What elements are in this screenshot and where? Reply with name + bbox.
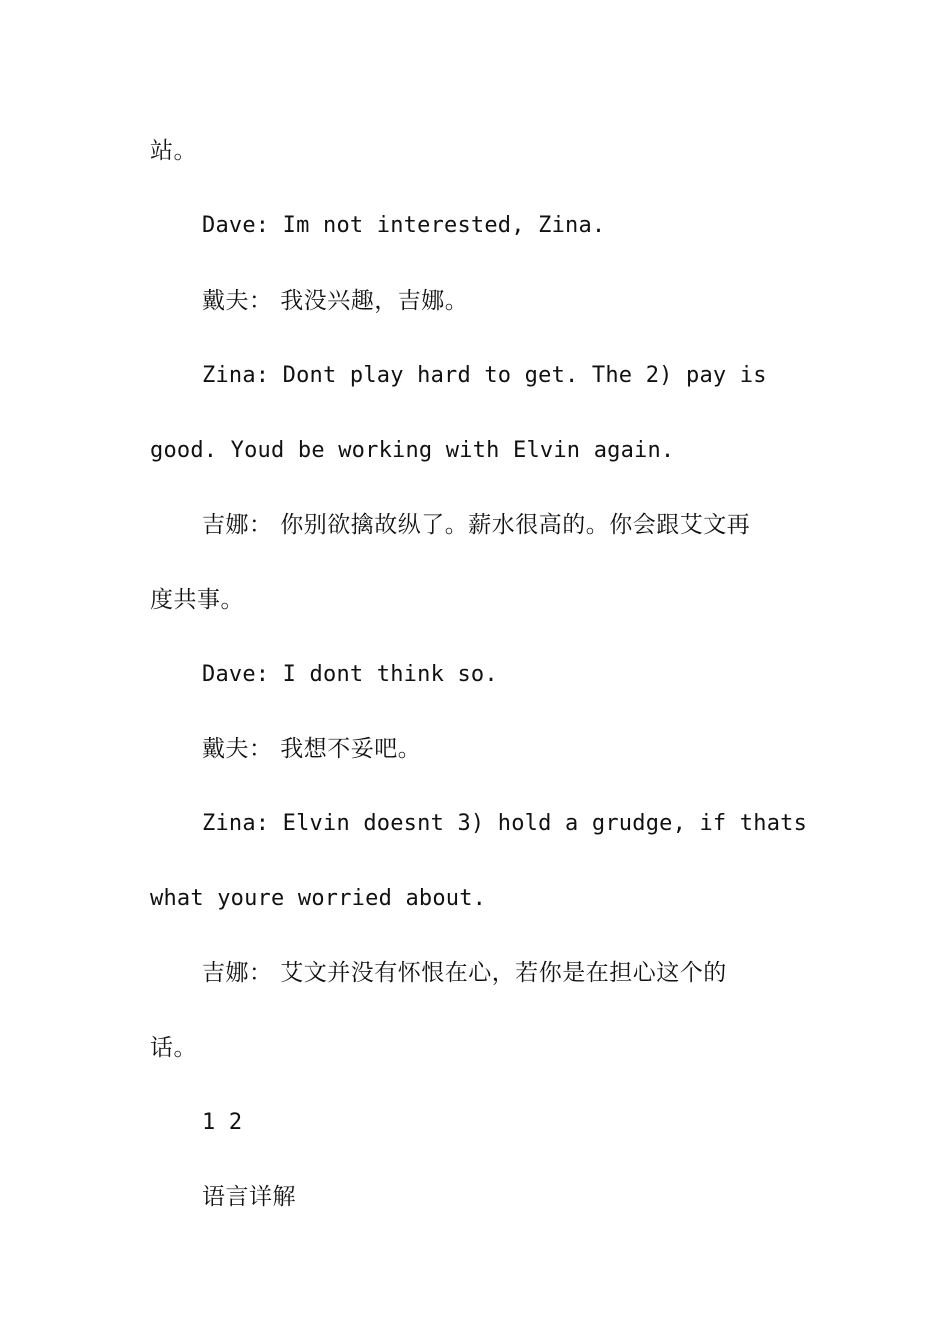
dialogue-line-dave-cn-2: 戴夫： 我想不妥吧。 (202, 736, 422, 762)
paragraph-continuation: 站。 (150, 138, 197, 164)
dialogue-line-zina-en-2: Zina: Elvin doesnt 3) hold a grudge, if thats (202, 811, 808, 836)
dialogue-line-zina-en: Zina: Dont play hard to get. The 2) pay is (202, 363, 767, 388)
dialogue-line-dave-en-2: Dave: I dont think so. (202, 662, 498, 687)
dialogue-line-zina-en-2-cont: what youre worried about. (150, 886, 487, 911)
dialogue-line-zina-en-cont: good. Youd be working with Elvin again. (150, 438, 675, 463)
dialogue-line-zina-cn-2-cont: 话。 (150, 1035, 197, 1061)
section-heading: 语言详解 (202, 1184, 296, 1210)
dialogue-line-dave-en: Dave: Im not interested, Zina. (202, 213, 606, 238)
page-numbers: 1 2 (202, 1110, 243, 1135)
dialogue-line-zina-cn-2: 吉娜： 艾文并没有怀恨在心，若你是在担心这个的 (202, 960, 727, 986)
dialogue-line-zina-cn-cont: 度共事。 (150, 587, 244, 613)
dialogue-line-dave-cn: 戴夫： 我没兴趣，吉娜。 (202, 288, 469, 314)
dialogue-line-zina-cn: 吉娜： 你别欲擒故纵了。薪水很高的。你会跟艾文再 (202, 512, 751, 538)
